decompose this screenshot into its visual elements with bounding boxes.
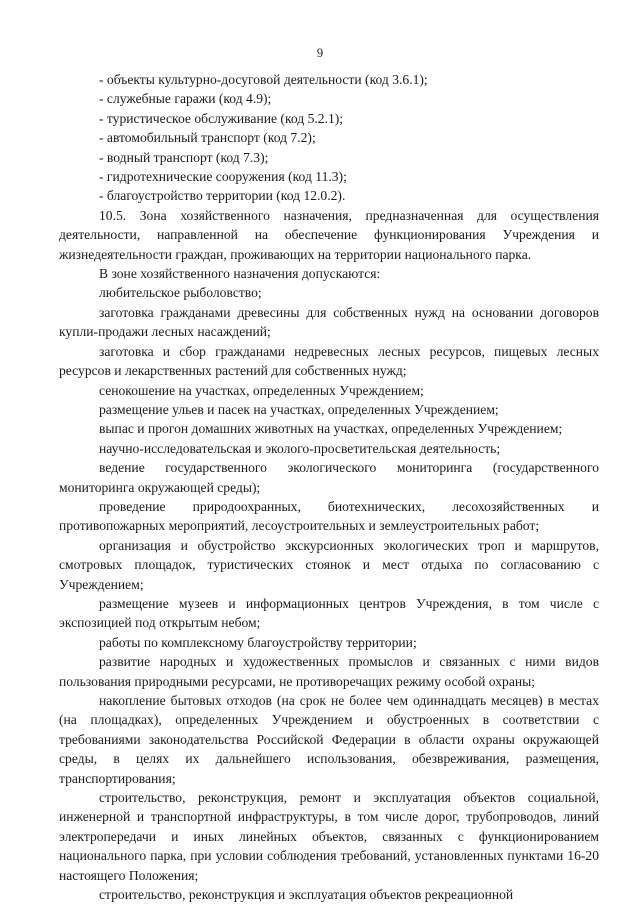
permitted-activity: заготовка гражданами древесины для собственных нужд на основании договоров купли-продажи лесных насаждений;: [59, 304, 599, 340]
permitted-activity: научно-исследовательская и эколого-просветительская деятельность;: [99, 440, 501, 456]
list-item: - автомобильный транспорт (код 7.2);: [99, 130, 316, 146]
permitted-intro: В зоне хозяйственного назначения допускаются:: [99, 266, 381, 282]
page-number: 9: [316, 46, 324, 60]
permitted-activity: любительское рыболовство;: [99, 285, 262, 301]
permitted-activity: развитие народных и художественных промыслов и связанных с ними видов пользования природными ресурсами, не противоречащих режиму особой охраны;: [59, 654, 599, 689]
list-item: - гидротехнические сооружения (код 11.3);: [99, 169, 347, 185]
permitted-activity: организация и обустройство экскурсионных экологических троп и маршрутов, смотровых площадок, туристических стоянок и мест отдыха по согласованию с Учреждением;: [59, 537, 599, 592]
permitted-activity: ведение государственного экологического мониторинга (государственного мониторинга окружающей среды);: [59, 460, 599, 495]
permitted-activity: работы по комплексному благоустройству территории;: [99, 634, 417, 650]
permitted-activity: выпас и прогон домашних животных на участках, определенных Учреждением;: [99, 421, 563, 437]
permitted-activity: строительство, реконструкция и эксплуатация объектов рекреационной: [99, 887, 514, 903]
document-body: [59, 70, 599, 904]
list-item: - водный транспорт (код 7.3);: [99, 149, 269, 165]
permitted-activity: проведение природоохранных, биотехнических, лесохозяйственных и противопожарных мероприятий, лесоустроительных и землеустроительных работ;: [59, 498, 599, 534]
list-item: - благоустройство территории (код 12.0.2).: [99, 188, 346, 204]
permitted-activity: размещение ульев и пасек на участках, определенных Учреждением;: [99, 401, 499, 417]
list-item: - служебные гаражи (код 4.9);: [99, 91, 272, 107]
permitted-activity: размещение музеев и информационных центров Учреждения, в том числе с экспозицией под открытым небом;: [59, 595, 599, 631]
list-item: - туристическое обслуживание (код 5.2.1);: [99, 110, 344, 126]
permitted-activity: заготовка и сбор гражданами недревесных лесных ресурсов, пищевых лесных ресурсов и лекарственных растений для собственных нужд;: [59, 343, 599, 379]
list-item: - объекты культурно-досуговой деятельности (код 3.6.1);: [99, 72, 428, 87]
permitted-activity: строительство, реконструкция, ремонт и эксплуатация объектов социальной, инженерной и транспортной инфраструктуры, в том числе дорог, трубопроводов, линий электропередачи и иных линейных объектов, связанных с функционированием национального парка, при условии соблюдения требований, установленных пунктами 16-20 настоящего Положения;: [59, 790, 599, 883]
permitted-activity: сенокошение на участках, определенных Учреждением;: [99, 382, 424, 398]
permitted-activity: накопление бытовых отходов (на срок не более чем одиннадцать месяцев) в местах (на площадках), определенных Учреждением и обустроенных в соответствии с требованиями законодательства Российской Федерации в области охраны окружающей среды, в целях их дальнейшего использования, обезвреживания, размещения, транспортирования;: [59, 693, 599, 786]
section-10-5-paragraph: 10.5. Зона хозяйственного назначения, предназначенная для осуществления деятельности, направленной на обеспечение функционирования Учреждения и жизнедеятельности граждан, проживающих на территории национального парка.: [59, 207, 599, 262]
